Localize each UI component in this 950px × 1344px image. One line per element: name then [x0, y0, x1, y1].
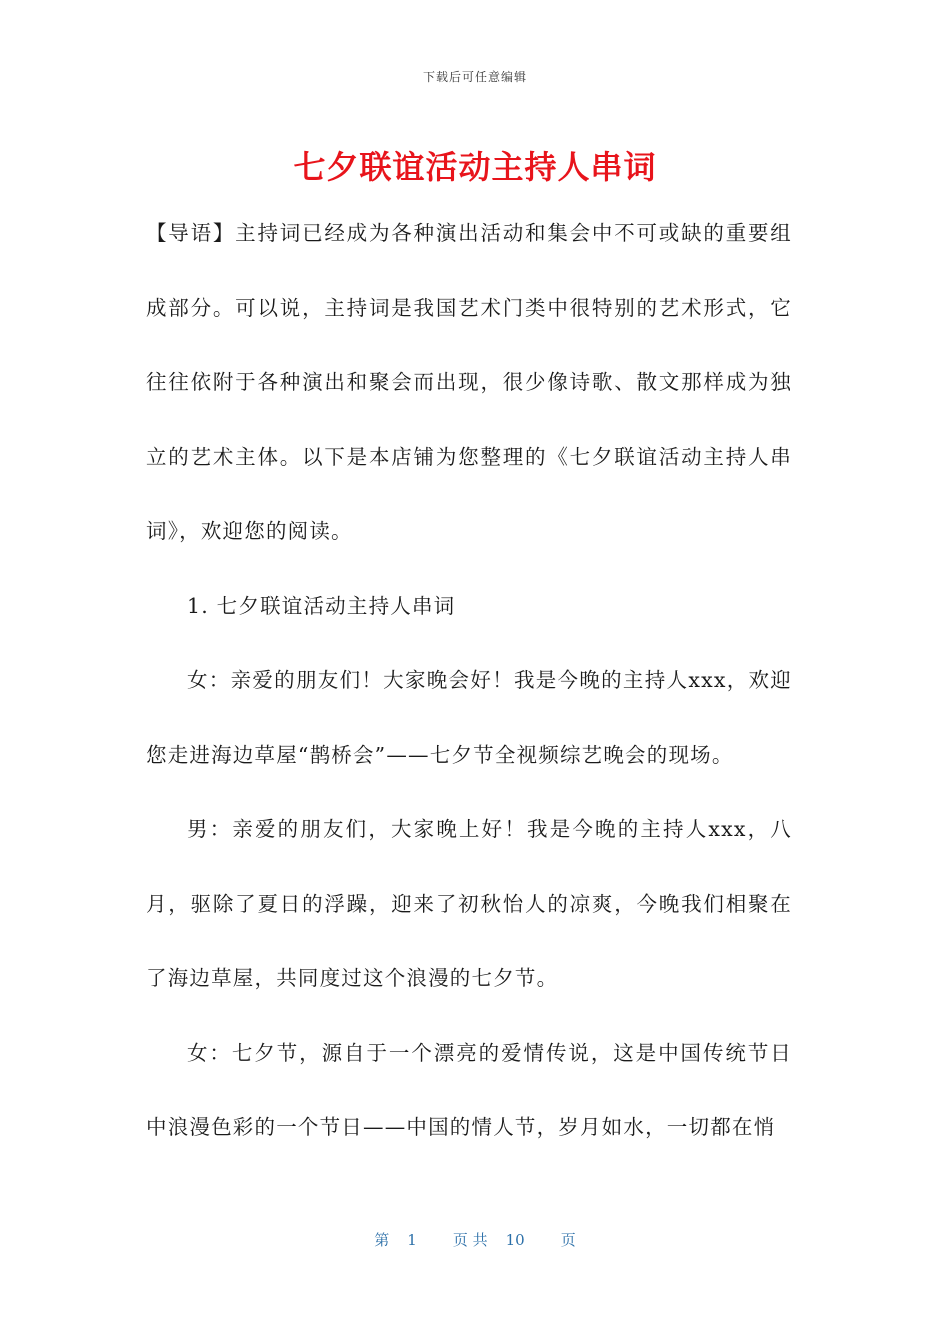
total-pages: 10 — [505, 1231, 525, 1249]
page-suffix: 页 — [560, 1231, 576, 1249]
document-title: 七夕联谊活动主持人串词 — [293, 148, 657, 186]
dialogue-paragraph: 女：亲爱的朋友们！大家晚会好！我是今晚的主持人xxx，欢迎您走进海边草屋“鹊桥会”——七夕节全视频综艺晚会的现场。 — [146, 668, 792, 767]
header-note: 下载后可任意编辑 — [422, 70, 527, 84]
intro-paragraph: 【导语】主持词已经成为各种演出活动和集会中不可或缺的重要组成部分。可以说，主持词是我国艺术门类中很特别的艺术形式，它往往依附于各种演出和聚会而出现，很少像诗歌、散文那样成为独立的艺术主体。以下是本店铺为您整理的《七夕联谊活动主持人串词》，欢迎您的阅读。 — [146, 221, 792, 543]
page-footer — [0, 1229, 950, 1250]
page-middle-label: 页 共 — [452, 1231, 488, 1249]
page-label: 第 — [374, 1231, 390, 1249]
document-body — [146, 196, 792, 1165]
section-heading: 1. 七夕联谊活动主持人串词 — [187, 593, 456, 618]
dialogue-paragraph: 男：亲爱的朋友们，大家晚上好！我是今晚的主持人xxx，八月，驱除了夏日的浮躁，迎来了初秋怡人的凉爽，今晚我们相聚在了海边草屋，共同度过这个浪漫的七夕节。 — [146, 817, 792, 990]
page-number: 1 — [407, 1231, 417, 1249]
dialogue-paragraph: 女：七夕节，源自于一个漂亮的爱情传说，这是中国传统节日中浪漫色彩的一个节日——中国的情人节，岁月如水，一切都在悄 — [146, 1040, 792, 1139]
